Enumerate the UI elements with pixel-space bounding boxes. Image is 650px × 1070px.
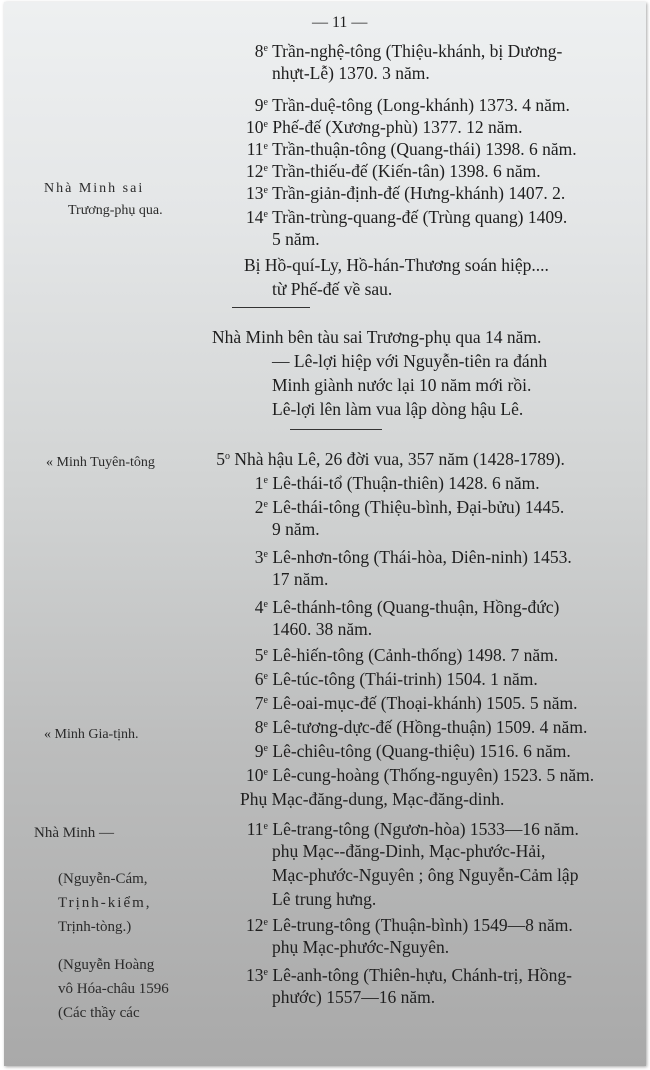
entry-le-4: 4e Lê-thánh-tông (Quang-thuận, Hồng-đức) bbox=[254, 597, 560, 617]
entry-le-12: 12e Lê-trung-tông (Thuận-bình) 1549—8 năm. bbox=[246, 915, 573, 935]
side-note-nguyen-cam-1: (Nguyễn-Cám, bbox=[58, 871, 148, 887]
entry-le-13-cont: phước) 1557—16 năm. bbox=[272, 987, 436, 1007]
interlude-line-4: Lê-lợi lên làm vua lập dòng hậu Lê. bbox=[272, 399, 524, 419]
side-note-nguyen-hoang-2: vô Hóa-châu 1596 bbox=[58, 981, 169, 997]
entry-le-11-cont-3: Lê trung hưng. bbox=[272, 889, 377, 909]
side-note-minh-tuyen-tong: « Minh Tuyên-tông bbox=[46, 455, 155, 470]
entry-le-2-cont: 9 năm. bbox=[272, 519, 320, 539]
entry-le-10: 10e Lê-cung-hoàng (Thống-nguyên) 1523. 5 năm. bbox=[246, 765, 595, 785]
entry-le-2: 2e Lê-thái-tông (Thiệu-bình, Đại-bửu) 1445. bbox=[254, 497, 565, 517]
entry-le-3: 3e Lê-nhơn-tông (Thái-hòa, Diên-ninh) 1453. bbox=[254, 547, 572, 567]
entry-le-9: 9e Lê-chiêu-tông (Quang-thiệu) 1516. 6 năm. bbox=[254, 741, 571, 761]
side-note-nguyen-hoang-1: (Nguyễn Hoàng bbox=[58, 957, 155, 973]
entry-tran-8-cont: nhựt-Lễ) 1370. 3 năm. bbox=[272, 63, 430, 83]
section-divider bbox=[232, 307, 310, 308]
book-page bbox=[4, 2, 646, 1066]
section-divider bbox=[290, 429, 382, 430]
side-note-nguyen-hoang-3: (Các thầy các bbox=[58, 1005, 140, 1021]
entry-tran-13: 13e Trần-giản-định-đế (Hưng-khánh) 1407. 2. bbox=[246, 183, 566, 203]
entry-le-1: 1e Lê-thái-tổ (Thuận-thiên) 1428. 6 năm. bbox=[254, 473, 540, 493]
entry-tran-10: 10e Phế-đế (Xương-phù) 1377. 12 năm. bbox=[246, 117, 523, 137]
entry-le-6: 6e Lê-túc-tông (Thái-trinh) 1504. 1 năm. bbox=[254, 669, 538, 689]
entry-le-3-cont: 17 năm. bbox=[272, 569, 329, 589]
entry-le-8: 8e Lê-tương-dực-đế (Hồng-thuận) 1509. 4 năm. bbox=[254, 717, 588, 737]
tran-note-2: từ Phế-đế về sau. bbox=[272, 279, 393, 299]
mac-note: Phụ Mạc-đăng-dung, Mạc-đăng-dinh. bbox=[240, 789, 505, 809]
side-note-minh-sai: Nhà Minh sai bbox=[44, 181, 145, 196]
side-note-nguyen-cam-3: Trịnh-tòng.) bbox=[58, 919, 132, 935]
entry-tran-14-cont: 5 năm. bbox=[272, 229, 320, 249]
entry-le-4-cont: 1460. 38 năm. bbox=[272, 619, 373, 639]
page-number: — 11 — bbox=[312, 14, 368, 31]
tran-note-1: Bị Hồ-quí-Ly, Hồ-hán-Thương soán hiệp.... bbox=[244, 255, 549, 275]
entry-le-12-cont: phụ Mạc-phước-Nguyên. bbox=[272, 937, 450, 957]
side-note-minh-gia-tinh: « Minh Gia-tịnh. bbox=[44, 727, 139, 742]
entry-le-13: 13e Lê-anh-tông (Thiên-hựu, Chánh-trị, Hồng- bbox=[246, 965, 572, 985]
entry-le-7: 7e Lê-oai-mục-đế (Thoại-khánh) 1505. 5 năm. bbox=[254, 693, 578, 713]
later-le-heading: 5$^o$ Nhà hậu Lê, 26 đời vua, 357 năm (1428-1789). bbox=[216, 449, 565, 469]
entry-tran-9: 9e Trần-duệ-tông (Long-khánh) 1373. 4 năm. bbox=[254, 95, 570, 115]
side-note-nha-minh: Nhà Minh — bbox=[34, 825, 114, 841]
entry-le-11: 11e Lê-trang-tông (Ngươn-hòa) 1533—16 năm. bbox=[246, 819, 579, 839]
entry-le-11-cont-2: Mạc-phước-Nguyên ; ông Nguyễn-Cảm lập bbox=[272, 865, 579, 885]
interlude-line-2: — Lê-lợi hiệp với Nguyễn-tiên ra đánh bbox=[272, 351, 548, 371]
entry-tran-14: 14e Trần-trùng-quang-đế (Trùng quang) 1409. bbox=[246, 207, 568, 227]
interlude-line-1: Nhà Minh bên tàu sai Trương-phụ qua 14 năm. bbox=[212, 327, 542, 347]
entry-tran-11: 11e Trần-thuận-tông (Quang-thái) 1398. 6 năm. bbox=[246, 139, 577, 159]
entry-le-5: 5e Lê-hiến-tông (Cảnh-thống) 1498. 7 năm. bbox=[254, 645, 559, 665]
entry-tran-8: 8e Trần-nghệ-tông (Thiệu-khánh, bị Dương- bbox=[254, 41, 563, 61]
side-note-nguyen-cam-2: Trịnh-kiểm, bbox=[58, 895, 152, 911]
interlude-line-3: Minh giành nước lại 10 năm mới rồi. bbox=[272, 375, 532, 395]
side-note-truong-phu: Trương-phụ qua. bbox=[68, 203, 163, 218]
entry-le-11-cont-1: phụ Mạc--đăng-Dinh, Mạc-phước-Hải, bbox=[272, 841, 546, 861]
entry-tran-12: 12e Trần-thiếu-đế (Kiến-tân) 1398. 6 năm. bbox=[246, 161, 541, 181]
